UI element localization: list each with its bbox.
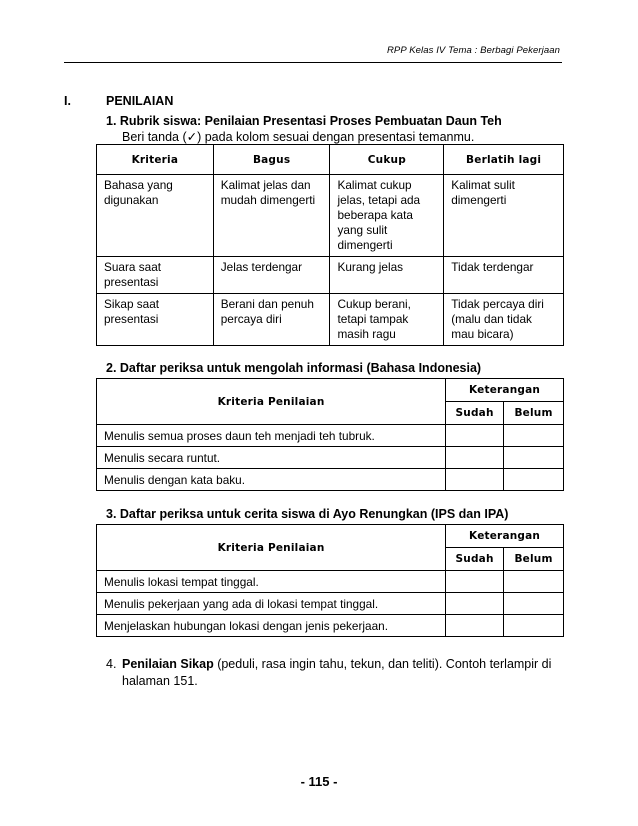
rubric-header-cukup: Cukup xyxy=(330,145,444,175)
item1-instruction: Beri tanda (✓) pada kolom sesuai dengan presentasi temanmu. xyxy=(122,130,475,144)
header-belum: Belum xyxy=(504,402,564,425)
belum-checkbox-cell[interactable] xyxy=(504,425,564,447)
sudah-checkbox-cell[interactable] xyxy=(446,447,504,469)
table-row xyxy=(97,615,564,637)
item4-text: (peduli, rasa ingin tahu, tekun, dan teliti). Contoh terlampir di xyxy=(213,657,552,671)
page-number: - 115 - xyxy=(300,774,338,789)
header-rule xyxy=(64,62,562,63)
checklist-table-bahasa xyxy=(96,378,564,491)
running-header: RPP Kelas IV Tema : Berbagi Pekerjaan xyxy=(386,45,560,56)
header-kriteria-penilaian: Kriteria Penilaian xyxy=(97,525,446,571)
checklist-header-row xyxy=(97,525,564,548)
item4-paragraph xyxy=(106,656,566,690)
table-row xyxy=(97,593,564,615)
rubric-cell: Kalimat cukup jelas, tetapi ada beberapa kata yang sulit dimengerti xyxy=(330,175,444,257)
item4-bold-label: Penilaian Sikap xyxy=(122,657,214,671)
rubric-table xyxy=(96,144,564,346)
header-sudah: Sudah xyxy=(446,548,504,571)
table-row xyxy=(97,294,564,346)
rubric-cell: Tidak percaya diri (malu dan tidak mau bicara) xyxy=(444,294,564,346)
belum-checkbox-cell[interactable] xyxy=(504,593,564,615)
header-kriteria-penilaian: Kriteria Penilaian xyxy=(97,379,446,425)
belum-checkbox-cell[interactable] xyxy=(504,571,564,593)
criteria-cell: Menulis lokasi tempat tinggal. xyxy=(97,571,446,593)
sudah-checkbox-cell[interactable] xyxy=(446,571,504,593)
item4-continuation: halaman 151. xyxy=(122,674,198,688)
table-row xyxy=(97,257,564,294)
rubric-cell: Kalimat sulit dimengerti xyxy=(444,175,564,257)
rubric-header-berlatih: Berlatih lagi xyxy=(444,145,564,175)
header-belum: Belum xyxy=(504,548,564,571)
checklist-table-ips-ipa xyxy=(96,524,564,637)
item3-heading: 3. Daftar periksa untuk cerita siswa di Ayo Renungkan (IPS dan IPA) xyxy=(106,507,509,521)
sudah-checkbox-cell[interactable] xyxy=(446,425,504,447)
sudah-checkbox-cell[interactable] xyxy=(446,593,504,615)
section-title: PENILAIAN xyxy=(106,94,174,108)
belum-checkbox-cell[interactable] xyxy=(504,469,564,491)
table-row xyxy=(97,175,564,257)
header-sudah: Sudah xyxy=(446,402,504,425)
rubric-header-kriteria: Kriteria xyxy=(97,145,214,175)
rubric-header-bagus: Bagus xyxy=(213,145,330,175)
rubric-cell: Sikap saat presentasi xyxy=(97,294,214,346)
rubric-cell: Berani dan penuh percaya diri xyxy=(213,294,330,346)
sudah-checkbox-cell[interactable] xyxy=(446,615,504,637)
rubric-cell: Cukup berani, tetapi tampak masih ragu xyxy=(330,294,444,346)
table-row xyxy=(97,571,564,593)
rubric-cell: Bahasa yang digunakan xyxy=(97,175,214,257)
checklist-header-row xyxy=(97,379,564,402)
belum-checkbox-cell[interactable] xyxy=(504,447,564,469)
table-row xyxy=(97,469,564,491)
item4-number: 4. xyxy=(106,657,117,671)
sudah-checkbox-cell[interactable] xyxy=(446,469,504,491)
item1-heading: 1. Rubrik siswa: Penilaian Presentasi Proses Pembuatan Daun Teh xyxy=(106,114,502,128)
rubric-cell: Tidak terdengar xyxy=(444,257,564,294)
table-row xyxy=(97,447,564,469)
rubric-cell: Jelas terdengar xyxy=(213,257,330,294)
rubric-cell: Kurang jelas xyxy=(330,257,444,294)
table-row xyxy=(97,425,564,447)
rubric-header-row xyxy=(97,145,564,175)
header-keterangan: Keterangan xyxy=(446,379,564,402)
section-heading xyxy=(64,94,173,108)
item2-heading: 2. Daftar periksa untuk mengolah informasi (Bahasa Indonesia) xyxy=(106,361,482,375)
header-keterangan: Keterangan xyxy=(446,525,564,548)
criteria-cell: Menulis dengan kata baku. xyxy=(97,469,446,491)
criteria-cell: Menulis secara runtut. xyxy=(97,447,446,469)
criteria-cell: Menulis pekerjaan yang ada di lokasi tempat tinggal. xyxy=(97,593,446,615)
criteria-cell: Menjelaskan hubungan lokasi dengan jenis pekerjaan. xyxy=(97,615,446,637)
belum-checkbox-cell[interactable] xyxy=(504,615,564,637)
rubric-cell: Kalimat jelas dan mudah dimengerti xyxy=(213,175,330,257)
criteria-cell: Menulis semua proses daun teh menjadi teh tubruk. xyxy=(97,425,446,447)
section-number: I. xyxy=(64,94,71,108)
rubric-cell: Suara saat presentasi xyxy=(97,257,214,294)
